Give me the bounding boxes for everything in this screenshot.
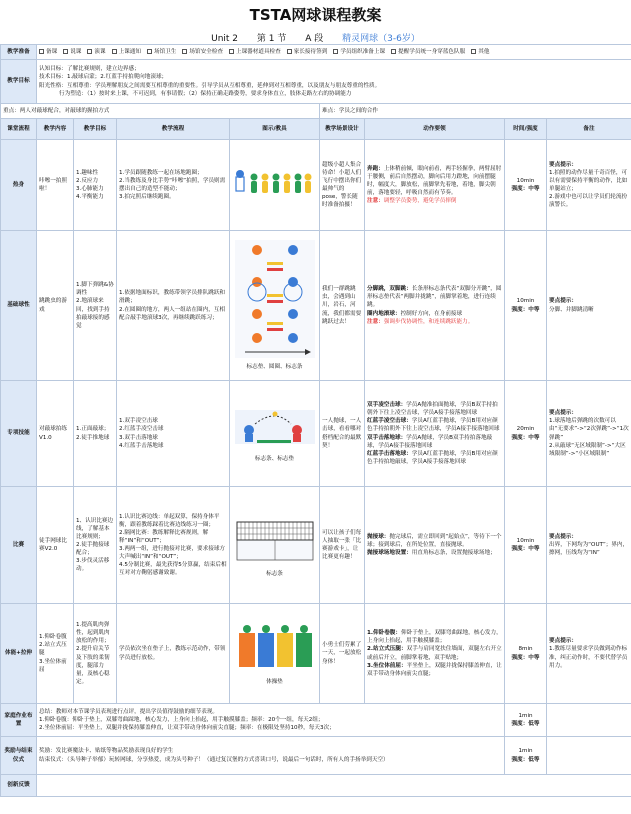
flow-line: 4.5分制比赛，最先获得5分算赢，结束后相互对对方鞠躬感谢致谢。 xyxy=(119,562,227,577)
note-item xyxy=(549,533,629,541)
diagram-illustration xyxy=(232,621,317,676)
flow-line: 1.依据地面标识，教练带领学员排队跳跃和滑跳； xyxy=(119,290,226,305)
note-item xyxy=(549,306,629,314)
action-title: 注意： xyxy=(367,318,384,325)
strength-value: 强度：中等 xyxy=(511,434,540,441)
strength-value: 强度：中等 xyxy=(511,654,540,661)
stage-scene xyxy=(320,381,365,487)
stage-goal xyxy=(74,381,117,487)
stage-name: 体能+拉伸 xyxy=(4,650,33,657)
stage-content xyxy=(37,604,74,704)
action-text: 学员A抛准拍面抛球，学员B双手持拍朝外下往上凌空击球，学员A接手接落地回球 xyxy=(367,402,498,417)
homework-line: 1.仰卧卷腹：仰卧于垫上，双膝弯曲踩地，核心发力，上身向上抬起，用手触摸膝盖；频率：20个一组，每天2组； xyxy=(39,716,324,723)
action-item xyxy=(367,318,502,326)
stage-flow xyxy=(117,231,230,381)
reward-line: 奖励：发比赛魔法卡、贴纸等物品奖励表现良好的学生 xyxy=(39,748,174,755)
goal-line: 认知目标：了解比赛规则，建立边界感； xyxy=(39,66,140,73)
stage-scene xyxy=(320,231,365,381)
stage-flow xyxy=(117,604,230,704)
note-item xyxy=(549,442,629,458)
prep-checkbox[interactable] xyxy=(333,49,338,54)
goal-line: 1.脚下弹跳&协调性 xyxy=(76,282,114,297)
action-text: 学员A红蓝手抛球，学员B用对应颜色手持拍朝外下往上凌空击球，学员A接手接落地回球 xyxy=(367,418,500,433)
scene-text: 可以让孩子们每人抽取一张「比赛游戏卡」，让比赛更有趣！ xyxy=(322,529,362,561)
stage-action xyxy=(365,140,505,231)
prep-checkbox[interactable] xyxy=(182,49,187,54)
page-title: TSTA网球课程教案 xyxy=(0,0,631,31)
flow-line: 3.双手击落地球 xyxy=(119,434,158,441)
goal-line: 3.步伐灵活移动。 xyxy=(76,558,110,573)
stage-label xyxy=(1,487,37,604)
stage-scene xyxy=(320,487,365,604)
stage-time xyxy=(505,487,547,604)
reward-line: 结束仪式：（头导种子举郁）玩转网球，分享热爱，成为头号种子！（通过复汉堡的方式喜读口号，说最后一句话时，所有人的手扬举到天空） xyxy=(39,756,389,763)
flow-line: 3.两两一组，进行抛接对比赛，要求接球方大声喊出“IN”和“OUT”； xyxy=(119,546,226,561)
note-item xyxy=(549,409,629,417)
diagram-caption: 标志垫、圆圈、标志条 xyxy=(246,364,303,370)
diagram-caption: 标志条 xyxy=(266,570,283,577)
diagram-caption: 标志条、标志垫 xyxy=(254,456,295,462)
note-text: 分脚、并脚跳清晰 xyxy=(549,306,594,313)
prep-checkbox[interactable] xyxy=(229,49,234,54)
note-item xyxy=(549,541,629,557)
feedback-label: 创新反馈 xyxy=(1,775,37,797)
goal-line: 2.地滚球来回，找到手持拍敲球接的感觉 xyxy=(76,298,110,329)
action-item xyxy=(367,417,502,433)
prep-item-label: 演课 xyxy=(94,48,106,55)
content-line: 咔嚓一拍照啦！ xyxy=(39,177,67,192)
content-line: 1.仰卧卷腹 xyxy=(39,634,67,641)
prep-checklist xyxy=(37,45,631,60)
action-title: 双手凌空击球： xyxy=(367,402,407,409)
stage-name: 比赛 xyxy=(12,541,25,548)
column-header: 课堂流程 xyxy=(1,119,37,140)
homework-line: 总结：教师对本节课学员表现进行点评，提出学员值得鼓励的细节表现。 xyxy=(39,708,219,715)
flow-line: 1.双手凌空击球 xyxy=(119,418,158,425)
time-value: 10min xyxy=(516,298,535,305)
reward-label: 奖励与结束仪式 xyxy=(1,737,37,775)
action-item xyxy=(367,197,502,205)
note-item xyxy=(549,193,629,209)
action-title: 红蓝手击落地球： xyxy=(367,450,412,457)
lesson-stage-row xyxy=(1,487,631,604)
flow-line: 2.红蓝手凌空击球 xyxy=(119,426,164,433)
lesson-plan-table xyxy=(0,44,631,797)
stage-goal xyxy=(74,231,117,381)
lesson-subtitle xyxy=(0,31,631,44)
note-text: 出界，下网均为“OUT”；界内，擦网，压线均为“IN” xyxy=(549,541,629,557)
content-line: 3.坐位体前屈 xyxy=(39,658,67,673)
action-title: 2.站立式压腿： xyxy=(367,646,407,653)
note-title: 要点提示： xyxy=(549,638,577,645)
action-text: 强调步伐协调性，和连续跳跃能力。 xyxy=(383,318,474,325)
goal-line: 1.趣味性 xyxy=(76,169,99,176)
goal-line: 2.徒手推地球 xyxy=(76,434,110,441)
action-item xyxy=(367,401,502,417)
note-title: 要点提示： xyxy=(549,533,577,540)
prep-item-label: 上课器材道具检查 xyxy=(235,48,281,55)
prep-checkbox[interactable] xyxy=(87,49,92,54)
strength-value: 强度：中等 xyxy=(511,546,540,552)
note-title: 要点提示： xyxy=(549,410,577,417)
action-title: 分脚跳，双脚跳： xyxy=(367,286,412,293)
stage-flow xyxy=(117,487,230,604)
difficult-point: 难点：学员之间的合作 xyxy=(320,104,631,119)
column-header: 备注 xyxy=(547,119,631,140)
stage-goal xyxy=(74,140,117,231)
stage-diagram xyxy=(230,487,320,604)
note-title: 要点提示： xyxy=(549,298,577,305)
goal-line: 1、认识比赛边线，了解基本比赛规则; xyxy=(76,517,114,540)
goal-line: 3.心肺能力 xyxy=(76,186,104,192)
action-text: 上体稍前倾，眼向前看，两手轻握拳，两臂屈肘于腰侧，前后自然摆动，脚向后用力蹬地，向前摆腿时，幅度大，脚放松，前脚掌先着地，着地，脚尖朝前，落地要轻，呼吸自然而有节奏。 xyxy=(367,165,502,197)
flow-line: 2.隔网比赛：教练解释比赛规则，解释“IN”和“OUT”； xyxy=(119,529,209,544)
stage-goal xyxy=(74,487,117,604)
flow-line: 2.当教练及身比手势“咔嚓”拍照，学员则需摆出自己的造型不能动； xyxy=(119,177,226,192)
content-line: 徒手网球比赛V2.0 xyxy=(39,537,67,552)
diagram-illustration xyxy=(232,163,317,206)
note-text: 1.拍照的动作尽量千奇百怪，可以有需要保持平衡的动作，比如单腿站立； xyxy=(549,169,628,192)
lesson-stage-row xyxy=(1,231,631,381)
strength-value: 强度：低等 xyxy=(511,756,540,763)
stage-scene xyxy=(320,604,365,704)
stage-label xyxy=(1,140,37,231)
lesson-stage-row xyxy=(1,604,631,704)
reward-content xyxy=(37,737,505,775)
time-value: 10min xyxy=(516,537,535,544)
column-header: 教学流程 xyxy=(117,119,230,140)
prep-checkbox[interactable] xyxy=(147,49,152,54)
action-title: 双手击落地球： xyxy=(367,434,407,441)
time-value: 1min xyxy=(518,748,533,755)
action-item xyxy=(367,165,502,197)
prep-item-label: 其他 xyxy=(478,48,490,55)
note-item xyxy=(549,297,629,305)
strength-value: 强度：中等 xyxy=(511,186,540,192)
strength-value: 强度：低等 xyxy=(511,721,540,727)
note-text: 1.教练尽量要求学员做到动作标准，纠正动作时，不要代替学员用力。 xyxy=(549,646,628,669)
stage-note xyxy=(547,604,631,704)
stage-time xyxy=(505,140,547,231)
note-text: 1.球落地后弹跳的次数可以由“无要求”->“2次弹跳”->“1次弹跳” xyxy=(549,418,629,441)
flow-line: 1.认识比赛边线：单起双算，保持身体平衡，跟着教练踩着比赛边线练习一圈； xyxy=(119,513,220,528)
flow-line: 2.在圆圈的地方，两人一组站在圈内，互相配合敲手地滚球3次，再继续跳跃练习； xyxy=(119,306,226,321)
action-title: 注意： xyxy=(367,198,384,205)
time-value: 20min xyxy=(516,426,535,433)
stage-note xyxy=(547,487,631,604)
content-line: 跳跳虫的游戏 xyxy=(39,298,67,313)
action-title: 抛接球场地设置： xyxy=(367,550,412,557)
action-item xyxy=(367,434,502,450)
stage-label xyxy=(1,231,37,381)
action-text: 控制好方向，在身前接球 xyxy=(400,310,463,317)
stage-note xyxy=(547,231,631,381)
prep-item-label: 提醒学员统一身穿蓝色队服 xyxy=(398,48,466,55)
action-title: 抛接球： xyxy=(367,533,390,540)
action-item xyxy=(367,549,502,557)
action-title: 1.仰卧卷腹： xyxy=(367,630,401,637)
stage-content xyxy=(37,231,74,381)
stage-note xyxy=(547,381,631,487)
note-item xyxy=(549,645,629,669)
action-text: 抛完球后，需立即回到“起始点”，等待下一个球；接到球后，在所处位置，直接抛球。 xyxy=(367,533,502,548)
stage-scene xyxy=(320,140,365,231)
stage-note xyxy=(547,140,631,231)
level-label: A 段 xyxy=(305,34,324,44)
stage-goal xyxy=(74,604,117,704)
course-name: 精灵网球（3-6岁） xyxy=(342,34,420,44)
homework-line: 2.坐位体前屈：平坐垫上，双腿并拢保持膝盖伸直，让双手带动身体向前尖直腿；频率：在极限处坚持10秒，每天3次； xyxy=(39,725,335,732)
note-title: 要点提示： xyxy=(549,161,577,168)
time-value: 10min xyxy=(516,177,535,184)
column-header: 教学场景设计 xyxy=(320,119,365,140)
stage-action xyxy=(365,381,505,487)
prep-checkbox[interactable] xyxy=(112,49,117,54)
column-header: 教学内容 xyxy=(37,119,74,140)
goals-content xyxy=(37,60,631,104)
prep-checkbox[interactable] xyxy=(471,49,476,54)
scene-text: 我们一群跳跳虫，会遇到山川，岩石，河流，我们都需要跳跃过去！ xyxy=(322,286,362,325)
stage-label xyxy=(1,604,37,704)
strength-value: 强度：中等 xyxy=(511,306,540,313)
content-line: 对敲球拍练V1.0 xyxy=(39,426,67,441)
action-item xyxy=(367,285,502,309)
diagram-illustration xyxy=(232,404,317,453)
flow-line: 4.红蓝手击落地球 xyxy=(119,442,164,449)
prep-item-label: 场馆卫生 xyxy=(154,48,177,55)
prep-checkbox[interactable] xyxy=(287,49,292,54)
stage-flow xyxy=(117,381,230,487)
prep-item-label: 说课 xyxy=(70,48,82,55)
action-title: 3.坐位体前屈： xyxy=(367,662,407,669)
stage-flow xyxy=(117,140,230,231)
prep-label: 教学准备 xyxy=(1,45,37,60)
goal-line: 2.提升肩关节及下肢的柔韧度，腿部力量，及核心稳定。 xyxy=(76,646,110,685)
prep-checkbox[interactable] xyxy=(63,49,68,54)
column-header: 时间/强度 xyxy=(505,119,547,140)
stage-name: 基础球性 xyxy=(7,302,30,309)
action-item xyxy=(367,629,502,645)
stage-time xyxy=(505,231,547,381)
action-text: 平坐垫上，双腿并拢保持膝盖伸直，让双手带动身体向前尖直腿； xyxy=(367,662,502,677)
flow-line: 1.学员跟随教练一起在场地跑圈； xyxy=(119,169,203,176)
action-item xyxy=(367,662,502,678)
prep-item-label: 上课通知 xyxy=(118,48,141,55)
action-text: 调整学员姿势，避免学员摔倒 xyxy=(383,198,457,205)
note-text: 2.游戏中也可以让学员们轮流扮演警长。 xyxy=(549,194,628,209)
scene-text: 超级小超人集合待命！小超人们飞行中摆出你们最帅气的 pose，警长随时准备拍摄！ xyxy=(322,161,362,209)
action-item xyxy=(367,533,502,549)
column-header: 动作要领 xyxy=(365,119,505,140)
unit-label: Unit 2 xyxy=(211,34,239,44)
goal-line: 技术目标：1.敲球启蒙；2.红蓝手持拍爬向地滚球； xyxy=(39,74,168,81)
stage-action xyxy=(365,604,505,704)
goal-line: 1.正面敲球； xyxy=(76,426,110,433)
flow-line: 学员依次坐在垫子上，教练示范动作，带领学员进行放松。 xyxy=(119,646,226,661)
feedback-content xyxy=(37,775,631,797)
homework-content xyxy=(37,704,505,737)
note-item xyxy=(549,161,629,169)
lesson-stage-row xyxy=(1,381,631,487)
action-item xyxy=(367,645,502,661)
flow-line: 3.拍完照后继续跑圈。 xyxy=(119,194,175,201)
prep-checkbox[interactable] xyxy=(391,49,396,54)
goal-line: 4.平衡能力 xyxy=(76,194,104,201)
column-header: 教学目标 xyxy=(74,119,117,140)
stage-action xyxy=(365,487,505,604)
homework-label: 家庭作业布置 xyxy=(1,704,37,737)
action-text: 长条形标志条代表“双脚分开跳”，圆形标志垫代表“两脚并拢跳”，前脚掌着地，进行连续跳。 xyxy=(367,286,502,309)
action-title: 红蓝手凌空击球： xyxy=(367,418,412,425)
scene-text: 小勇士们劳累了一天，一起放松身体！ xyxy=(322,642,362,665)
stage-time xyxy=(505,381,547,487)
content-line: 2.站立式压腿 xyxy=(39,642,67,657)
diagram-illustration xyxy=(232,512,317,567)
note-text: 2.从敲球“无区域限制”->“大区域限制”->“小区域限制” xyxy=(549,442,626,457)
action-text: 双手与肩同宽扶住墙面，双腿左右开立或前后开立，前脚掌着地，双手贴地； xyxy=(367,646,502,661)
time-value: 1min xyxy=(518,712,533,719)
stage-name: 热身 xyxy=(12,181,25,188)
action-text: 学员A红蓝手抛球，学员B用对应颜色手持拍地敲球，学员A接手接落地回球 xyxy=(367,450,498,465)
stage-action xyxy=(365,231,505,381)
stage-name: 专项技能 xyxy=(7,430,30,437)
stage-content xyxy=(37,140,74,231)
stage-diagram xyxy=(230,604,320,704)
note-item xyxy=(549,417,629,441)
homework-time xyxy=(505,704,547,737)
stage-content xyxy=(37,487,74,604)
prep-item-label: 家长接待签到 xyxy=(293,48,328,55)
column-header: 图示/教具 xyxy=(230,119,320,140)
action-item xyxy=(367,310,502,318)
action-text: 仰卧于垫上，双膝弯曲踩地，核心发力，上身向上抬起，用手触摸膝盖； xyxy=(367,630,502,645)
goal-line: 行为塑造：（1）按时来上课，不可迟到，有事请假；（2）保持正确走路姿势，要求身体直立，肢体走路左右的协调能力 xyxy=(59,90,352,97)
prep-item-label: 场馆安全检查 xyxy=(189,48,223,55)
action-text: 用直角标志条，设置抛接球场地； xyxy=(411,550,496,557)
goal-line: 2.反应力 xyxy=(76,177,99,184)
prep-item-label: 备课 xyxy=(46,48,58,55)
stage-diagram xyxy=(230,381,320,487)
stage-content xyxy=(37,381,74,487)
note-item xyxy=(549,637,629,645)
prep-item-label: 学员组织准备上课 xyxy=(340,48,386,55)
key-point: 重点：两人对敲球配合，对敲球的握拍方式 xyxy=(1,104,320,119)
goal-line: 2.徒手抛接球配合； xyxy=(76,541,110,557)
homework-note xyxy=(547,704,631,737)
time-value: 8min xyxy=(518,646,533,653)
reward-note xyxy=(547,737,631,775)
goal-line: 1.提高肌肉弹性，起到肌肉放松的作用； xyxy=(76,622,110,645)
diagram-caption: 体操垫 xyxy=(266,679,283,685)
action-title: 奔跑： xyxy=(367,165,384,172)
stage-time xyxy=(505,604,547,704)
diagram-illustration xyxy=(232,240,317,361)
action-item xyxy=(367,450,502,466)
note-item xyxy=(549,169,629,193)
scene-text: 一人抛球，一人击球，看看哪对搭档配合的最默契！ xyxy=(322,418,362,449)
reward-time xyxy=(505,737,547,775)
lesson-stage-row xyxy=(1,140,631,231)
goal-line: 阳光性格：互相尊重：学员理解朋友之间需要互相尊重的重要性。引导学员从互相尊重，延伸到对互相尊重，以及朋友与朋友尊重的性质。 xyxy=(39,82,381,89)
stage-diagram xyxy=(230,231,320,381)
action-title: 圈内地滚球： xyxy=(367,310,401,317)
stage-label xyxy=(1,381,37,487)
action-text: 学员A抛球，学员B双手持拍落地敲球，学员A接手接落地回球 xyxy=(367,434,493,449)
stage-diagram xyxy=(230,140,320,231)
lesson-number: 第 1 节 xyxy=(256,34,287,44)
prep-checkbox[interactable] xyxy=(39,49,44,54)
goals-label: 教学目标 xyxy=(1,60,37,104)
